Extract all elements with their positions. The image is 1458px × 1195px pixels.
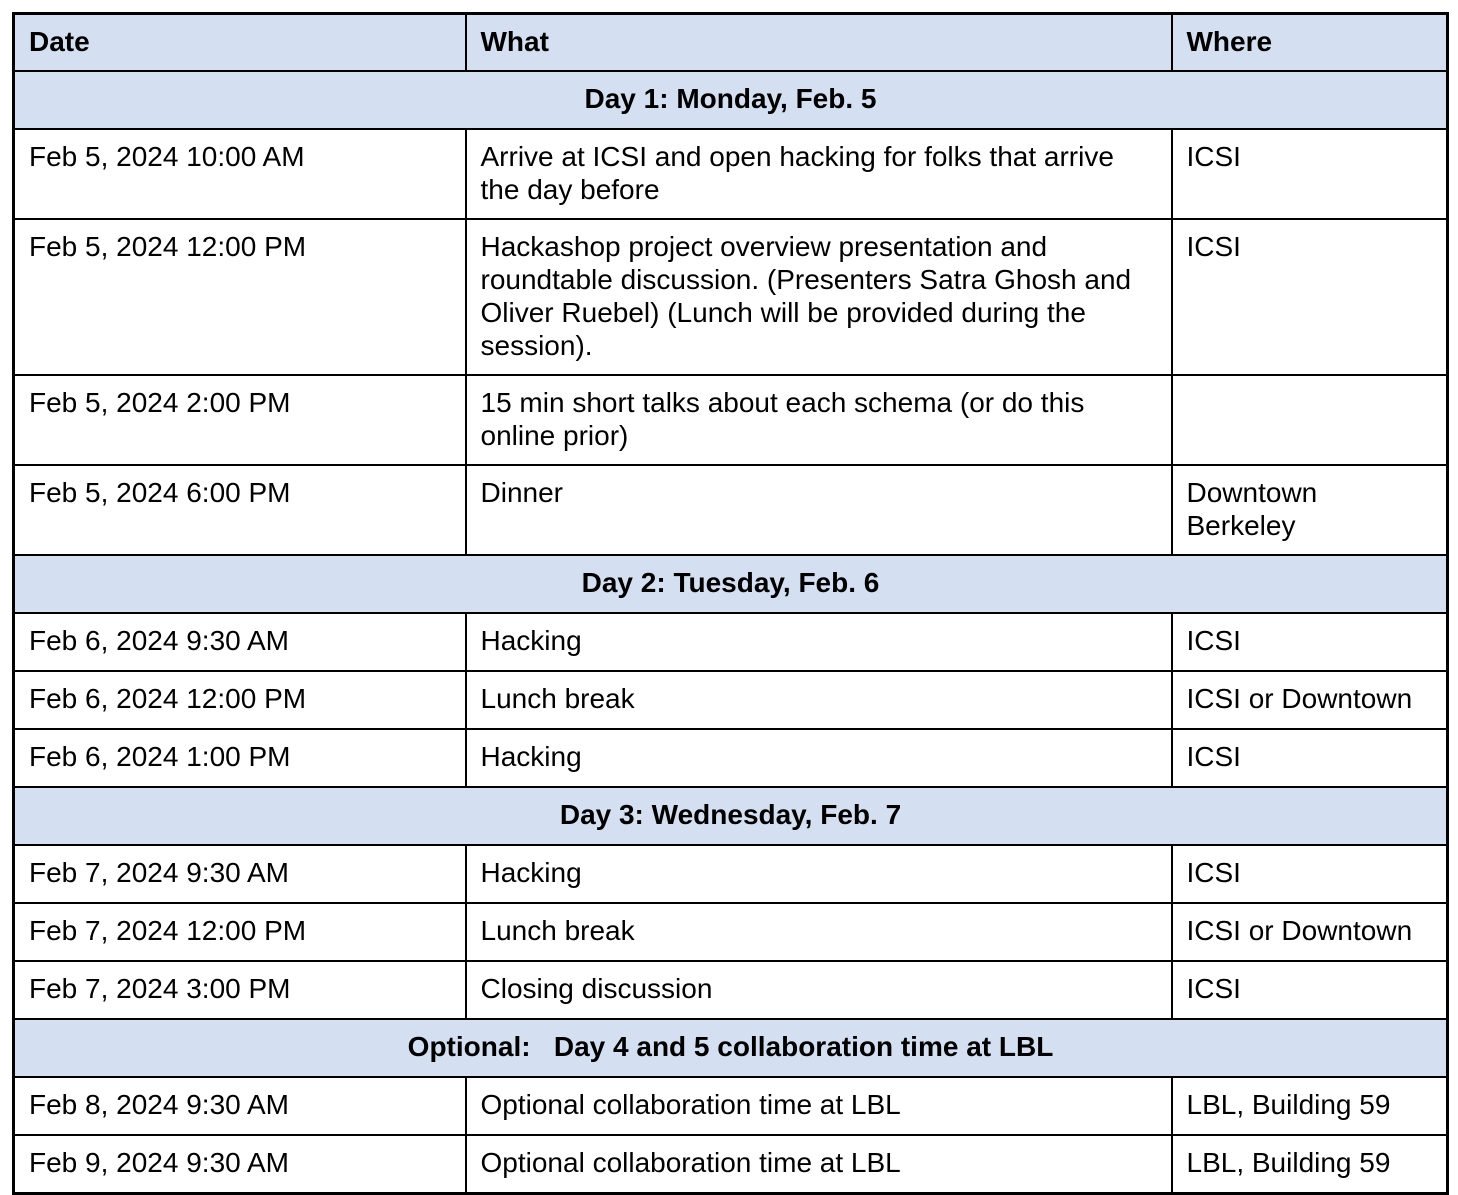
where-cell: LBL, Building 59 — [1172, 1077, 1448, 1135]
where-cell: ICSI or Downtown — [1172, 671, 1448, 729]
column-header-where: Where — [1172, 14, 1448, 72]
where-cell: ICSI — [1172, 729, 1448, 787]
schedule-row — [14, 465, 1448, 555]
date-cell: Feb 5, 2024 6:00 PM — [14, 465, 466, 555]
schedule-row — [14, 129, 1448, 219]
schedule-row — [14, 1077, 1448, 1135]
section-header-row — [14, 71, 1448, 129]
what-cell: 15 min short talks about each schema (or do this online prior) — [466, 375, 1172, 465]
section-title: Day 1: Monday, Feb. 5 — [14, 71, 1448, 129]
schedule-row — [14, 845, 1448, 903]
where-cell: ICSI — [1172, 613, 1448, 671]
column-header-what: What — [466, 14, 1172, 72]
what-cell: Hackashop project overview presentation and roundtable discussion. (Presenters Satra Ghosh and Oliver Ruebel) (Lunch will be provided during the session). — [466, 219, 1172, 375]
date-cell: Feb 5, 2024 12:00 PM — [14, 219, 466, 375]
where-cell: ICSI or Downtown — [1172, 903, 1448, 961]
date-cell: Feb 9, 2024 9:30 AM — [14, 1135, 466, 1193]
section-header-row — [14, 555, 1448, 613]
date-cell: Feb 7, 2024 12:00 PM — [14, 903, 466, 961]
where-cell — [1172, 375, 1448, 465]
what-cell: Arrive at ICSI and open hacking for folks that arrive the day before — [466, 129, 1172, 219]
where-cell: Downtown Berkeley — [1172, 465, 1448, 555]
section-header-row — [14, 1019, 1448, 1077]
schedule-row — [14, 375, 1448, 465]
schedule-row — [14, 1135, 1448, 1193]
schedule-row — [14, 729, 1448, 787]
date-cell: Feb 8, 2024 9:30 AM — [14, 1077, 466, 1135]
what-cell: Dinner — [466, 465, 1172, 555]
section-title: Day 2: Tuesday, Feb. 6 — [14, 555, 1448, 613]
date-cell: Feb 7, 2024 3:00 PM — [14, 961, 466, 1019]
date-cell: Feb 6, 2024 9:30 AM — [14, 613, 466, 671]
schedule-row — [14, 613, 1448, 671]
date-cell: Feb 5, 2024 2:00 PM — [14, 375, 466, 465]
where-cell: ICSI — [1172, 129, 1448, 219]
what-cell: Optional collaboration time at LBL — [466, 1135, 1172, 1193]
schedule-row — [14, 903, 1448, 961]
column-header-date: Date — [14, 14, 466, 72]
what-cell: Hacking — [466, 729, 1172, 787]
where-cell: ICSI — [1172, 845, 1448, 903]
what-cell: Lunch break — [466, 671, 1172, 729]
schedule-row — [14, 671, 1448, 729]
date-cell: Feb 7, 2024 9:30 AM — [14, 845, 466, 903]
what-cell: Hacking — [466, 845, 1172, 903]
schedule-row — [14, 961, 1448, 1019]
schedule-table — [12, 12, 1449, 1195]
date-cell: Feb 6, 2024 12:00 PM — [14, 671, 466, 729]
what-cell: Optional collaboration time at LBL — [466, 1077, 1172, 1135]
where-cell: LBL, Building 59 — [1172, 1135, 1448, 1193]
where-cell: ICSI — [1172, 219, 1448, 375]
date-cell: Feb 6, 2024 1:00 PM — [14, 729, 466, 787]
date-cell: Feb 5, 2024 10:00 AM — [14, 129, 466, 219]
schedule-row — [14, 219, 1448, 375]
where-cell: ICSI — [1172, 961, 1448, 1019]
what-cell: Hacking — [466, 613, 1172, 671]
section-header-row — [14, 787, 1448, 845]
what-cell: Closing discussion — [466, 961, 1172, 1019]
what-cell: Lunch break — [466, 903, 1172, 961]
table-header-row — [14, 14, 1448, 72]
section-title: Optional: Day 4 and 5 collaboration time at LBL — [14, 1019, 1448, 1077]
section-title: Day 3: Wednesday, Feb. 7 — [14, 787, 1448, 845]
